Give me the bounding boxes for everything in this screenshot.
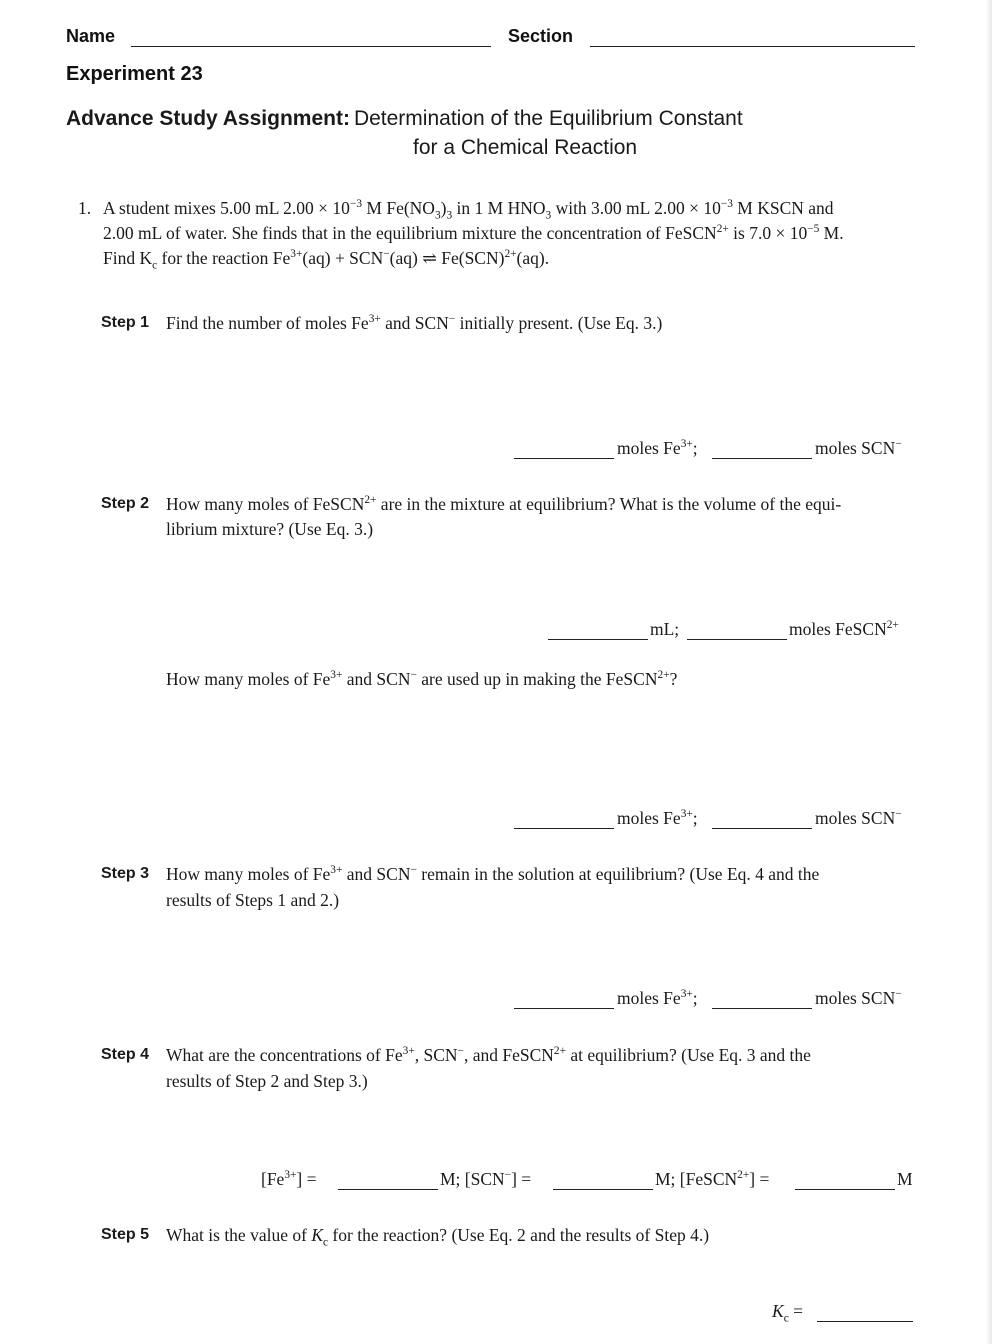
step-4-text: What are the concentrations of $Fe^{3+}$, SCN−, and FeSCN$^{2+}$ at equilibrium? (Use Eq. 3 and the (166, 1045, 811, 1065)
step-3-scn-unit: moles SCN− (815, 988, 902, 1008)
step-2-fescn-unit: moles FeSCN$^{2+}$ (789, 619, 899, 639)
step-2-fe-used-answer-field[interactable] (514, 828, 614, 829)
step-4-fe-answer-field[interactable] (338, 1189, 438, 1190)
step-5-label: Step 5 (101, 1226, 150, 1243)
step-3-scn-answer-field[interactable] (712, 1008, 812, 1009)
section-label: Section (508, 26, 574, 46)
step-2-text-line2: librium mixture? (Use Eq. 3.) (166, 519, 374, 539)
step-4-label: Step 4 (101, 1046, 150, 1063)
step-2-scn-used-answer-field[interactable] (712, 828, 812, 829)
step-3-label: Step 3 (101, 865, 150, 882)
step-1-scn-answer-field[interactable] (712, 458, 812, 459)
step-4-text-line2: results of Step 2 and Step 3.) (166, 1071, 368, 1091)
step-2-scn-used-unit: moles SCN− (815, 808, 902, 828)
step-5-kc-answer-field[interactable] (817, 1321, 913, 1322)
assignment-label: Advance Study Assignment: (66, 107, 350, 130)
step-4-scn-answer-field[interactable] (553, 1189, 653, 1190)
step-2-text: How many moles of FeSCN$^{2+}$ are in the mixture at equilibrium? What is the volume of the equi- (166, 494, 842, 514)
step-2-volume-answer-field[interactable] (548, 639, 648, 640)
step-3-text-line2: results of Steps 1 and 2.) (166, 890, 340, 910)
page-edge-shadow (986, 0, 992, 1344)
step-1-label: Step 1 (101, 314, 150, 331)
step-3-fe-unit: moles $Fe^{3+}$; (617, 988, 698, 1008)
step-4-unit: M (897, 1169, 913, 1189)
step-1-text: Find the number of moles $Fe^{3+}$ and SCN− initially present. (Use Eq. 3.) (166, 313, 663, 333)
step-1-scn-unit: moles SCN− (815, 438, 902, 458)
step-5-text: What is the value of $K_c$ for the reaction? (Use Eq. 2 and the results of Step 4.) (166, 1225, 710, 1249)
step-4-scn-label: M; [SCN−] = (440, 1169, 532, 1189)
assignment-title-line2: for a Chemical Reaction (413, 136, 638, 159)
step-4-fe-label: $[Fe^{3+}]$ = (261, 1169, 317, 1189)
name-label: Name (66, 26, 116, 46)
step-2-label: Step 2 (101, 495, 150, 512)
question-line-2: 2.00 mL of water. She finds that in the equilibrium mixture the concentration of FeSCN$^{2+}$ is $7.0 \times 10^{-5}$ M. (103, 223, 844, 243)
step-3-text: How many moles of $Fe^{3+}$ and SCN− remain in the solution at equilibrium? (Use Eq. 4 and the (166, 864, 820, 884)
step-2-fescn-answer-field[interactable] (687, 639, 787, 640)
step-2-sub-question: How many moles of $Fe^{3+}$ and SCN− are used up in making the FeSCN$^{2+}$? (166, 669, 678, 689)
step-3-fe-answer-field[interactable] (514, 1008, 614, 1009)
name-field[interactable] (131, 46, 491, 47)
question-number: 1. (78, 198, 92, 218)
step-1-fe-unit: moles $Fe^{3+}$; (617, 438, 698, 458)
step-2-fe-used-unit: moles $Fe^{3+}$; (617, 808, 698, 828)
step-4-fescn-label: M; [FeSCN$^{2+}$] = (655, 1169, 770, 1189)
question-line-3: Find $K_c$ for the reaction $Fe^{3+}(aq) + SCN^-(aq)$ ⇌ Fe(SCN)$^{2+}$(aq). (103, 248, 550, 272)
assignment-title (66, 107, 743, 131)
step-5-kc-label: $K_c$ = (772, 1301, 803, 1325)
step-2-volume-unit: mL; (650, 619, 680, 639)
assignment-title-line1: Determination of the Equilibrium Constant (353, 107, 743, 130)
experiment-title: Experiment 23 (66, 63, 203, 85)
step-4-fescn-answer-field[interactable] (795, 1189, 895, 1190)
section-field[interactable] (590, 46, 915, 47)
step-1-fe-answer-field[interactable] (514, 458, 614, 459)
question-line-1: A student mixes 5.00 mL $2.00 \times 10^{-3}$ M $Fe(NO_3)_3$ in 1 M $HNO_3$ with 3.00 mL $2.00 \times 10^{-3}$ M KSCN and (103, 198, 834, 222)
